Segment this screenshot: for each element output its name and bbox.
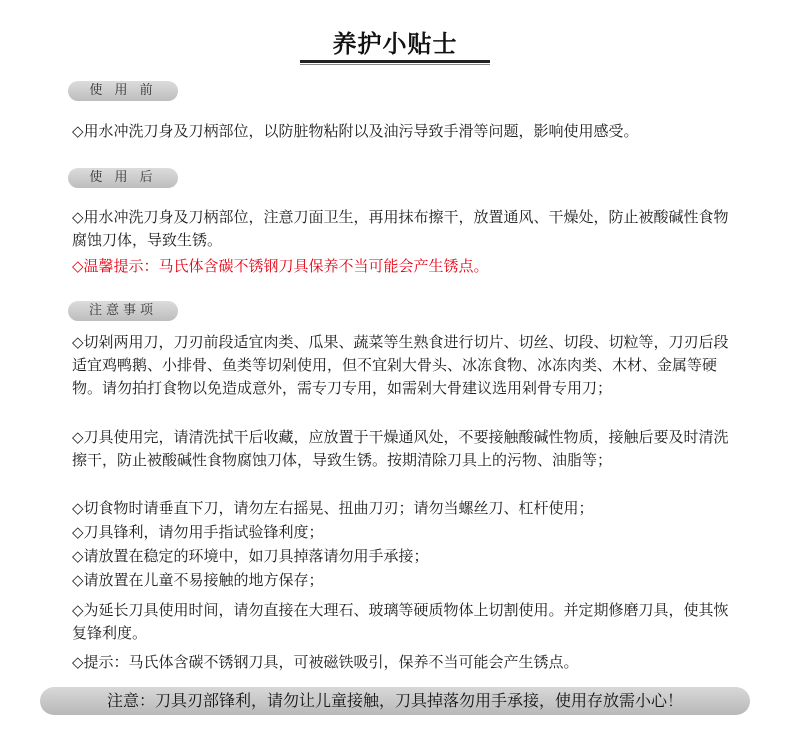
title-underline (300, 60, 490, 63)
section-label-after-use: 使 用 后 (68, 168, 178, 188)
before-use-text: ◇用水冲洗刀身及刀柄部位，以防脏物粘附以及油污导致手滑等问题，影响使用感受。 (72, 122, 639, 140)
after-use-warning: ◇温馨提示：马氏体含碳不锈钢刀具保养不当可能会产生锈点。 (72, 257, 489, 275)
section-label-notes: 注意事项 (68, 301, 178, 321)
title-block (300, 20, 490, 66)
notes-item: ◇刀具锋利，请勿用手指试验锋利度； (72, 523, 324, 541)
notes-item: ◇切食物时请垂直下刀，请勿左右摇晃、扭曲刀刃；请勿当螺丝刀、杠杆使用； (72, 499, 594, 517)
notes-item: ◇为延长刀具使用时间，请勿直接在大理石、玻璃等硬质物体上切割使用。并定期修磨刀具，使其恢复锋利度。 (72, 601, 729, 642)
notes-item: ◇提示：马氏体含碳不锈钢刀具，可被磁铁吸引，保养不当可能会产生锈点。 (72, 653, 579, 671)
notes-item: ◇请放置在儿童不易接触的地方保存； (72, 571, 324, 589)
section-label-before-use: 使 用 前 (68, 81, 178, 101)
notes-item: ◇请放置在稳定的环境中，如刀具掉落请勿用手承接； (72, 547, 429, 565)
page-title: 养护小贴士 (332, 30, 458, 58)
notes-item: ◇切剁两用刀，刀刃前段适宜肉类、瓜果、蔬菜等生熟食进行切片、切丝、切段、切粒等，刀刃后段适宜鸡鸭鹅、小排骨、鱼类等切剁使用，但不宜剁大骨头、冰冻食物、冰冻肉类、木材、金属等硬物。请勿拍打食物以免造成意外，需专刀专用，如需剁大骨建议选用剁骨专用刀； (72, 333, 729, 397)
footer-warning-banner: 注意：刀具刃部锋利，请勿让儿童接触，刀具掉落勿用手承接，使用存放需小心！ (40, 687, 750, 715)
title-underline-thin (300, 64, 490, 65)
notes-item: ◇刀具使用完，请清洗拭干后收藏，应放置于干燥通风处，不要接触酸碱性物质，接触后要及时清洗擦干，防止被酸碱性食物腐蚀刀体，导致生锈。按期清除刀具上的污物、油脂等； (72, 428, 729, 469)
after-use-text: ◇用水冲洗刀身及刀柄部位，注意刀面卫生，再用抹布擦干，放置通风、干燥处，防止被酸碱性食物腐蚀刀体，导致生锈。 (72, 208, 729, 249)
